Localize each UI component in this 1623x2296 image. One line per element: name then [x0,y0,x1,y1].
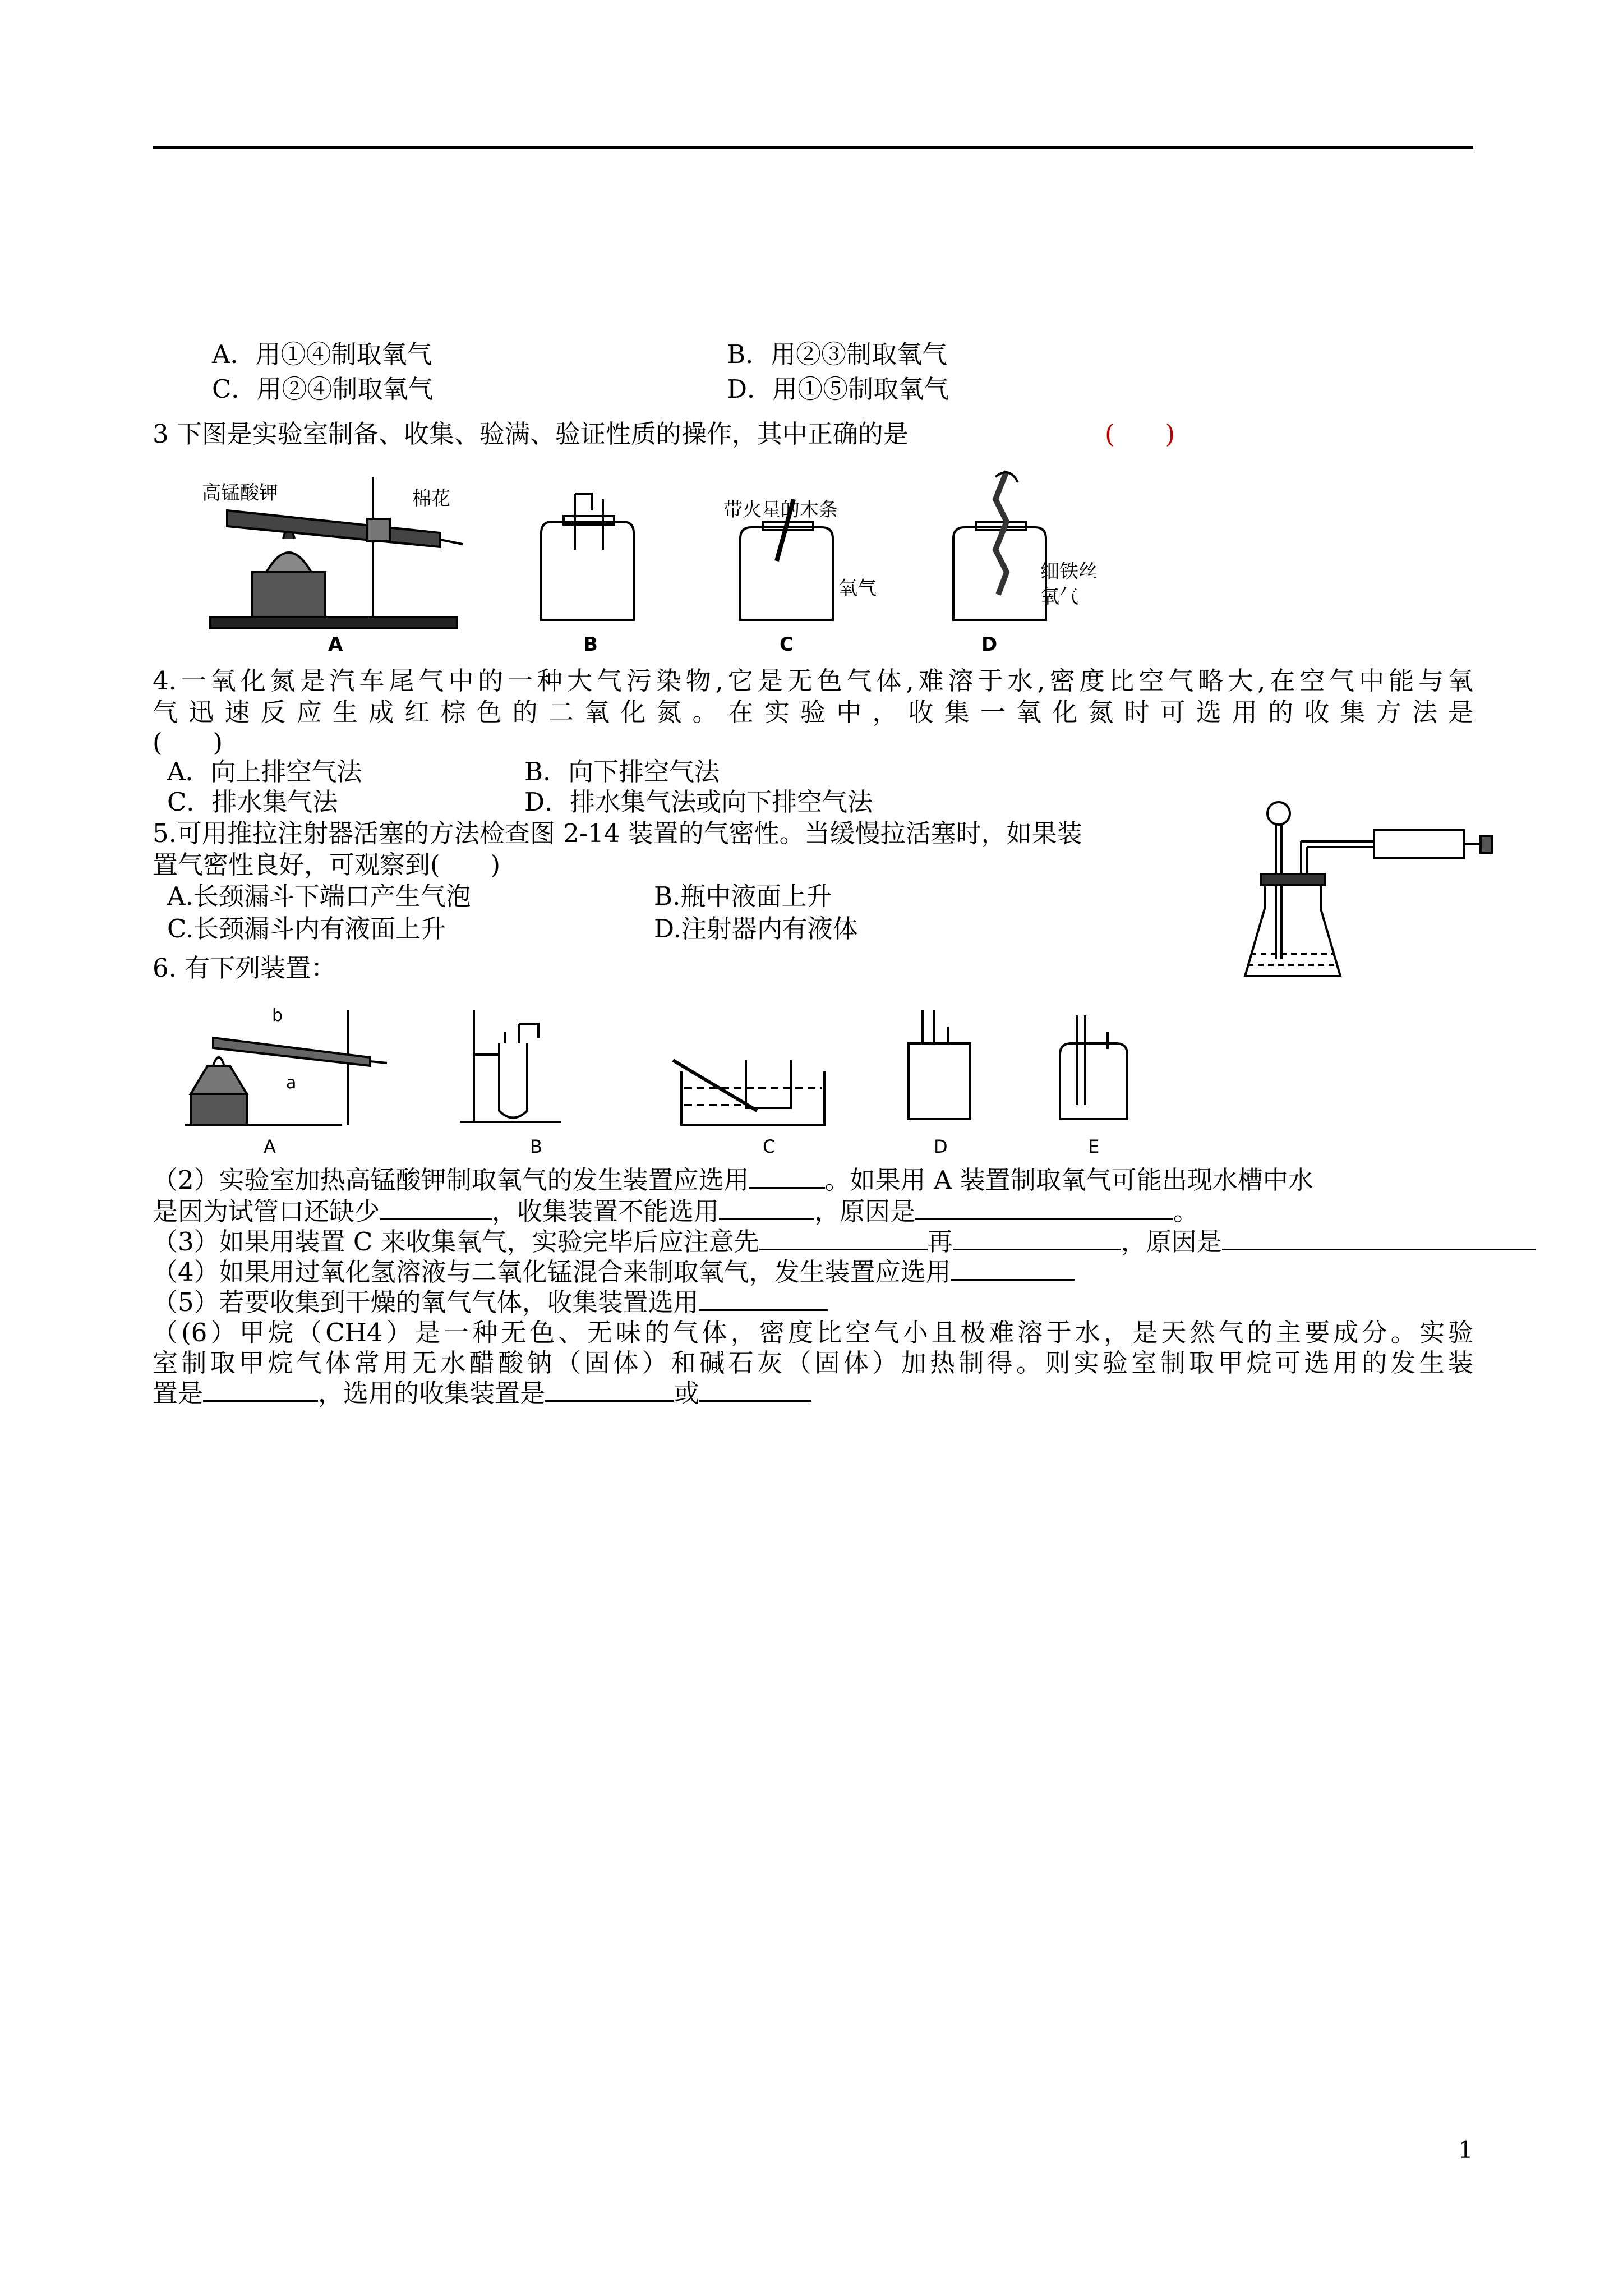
page-number: 1 [1458,2136,1473,2164]
q6-s2-l2-text-3: ，原因是 [814,1197,916,1226]
q6-s6-l3-text-2: ，选用的收集装置是 [318,1378,546,1408]
header-rule [153,146,1473,149]
q6-s4-blank[interactable] [951,1257,1075,1281]
q6-caption-a: A [264,1136,276,1157]
q3-label-iron: 细铁丝 [1040,560,1098,583]
q6-s2-blank-4[interactable] [915,1196,1173,1220]
q4-line-1: 4.一氧化氮是汽车尾气中的一种大气污染物,它是无色气体,难溶于水,密度比空气略大,在空气中能与氧 [153,666,1473,696]
q6-s3-blank-1[interactable] [759,1226,928,1250]
q4-option-b: B．向下排空气法 [524,757,720,786]
q3-figure [199,466,1321,656]
q4-answer-paren: ( ) [153,728,223,757]
q6-s4-text: （4）如果用过氧化氢溶液与二氧化锰混合来制取氧气，发生装置应选用 [153,1257,951,1287]
q2-option-b: B．用②③制取氧气 [727,339,948,369]
q3-caption-c: C [780,633,794,656]
q6-s3-text-2: 再 [927,1227,953,1257]
q6-s3-line [153,1226,1536,1258]
q6-s2-blank-1[interactable] [749,1165,825,1189]
q3-d-iron-wire [995,471,1007,595]
q6-s6-l3-text-3: 或 [674,1378,700,1408]
q3-a-lamp [266,553,311,572]
q6-s3-blank-2[interactable] [953,1226,1121,1250]
q6-s2-text-2: 。如果用 A 装置制取氧气可能出现水槽中水 [824,1165,1313,1195]
q3-caption-b: B [583,633,598,656]
q5-option-c: C.长颈漏斗内有液面上升 [167,914,446,944]
q4-option-c: C．排水集气法 [167,787,338,817]
q6-s2-l2-end: 。 [1173,1197,1199,1226]
q6-s5-line [153,1287,828,1318]
q6-s4-line [153,1257,1075,1288]
q3-label-oxygen-d: 氧气 [1040,586,1078,608]
q6-stem: 6. 有下列装置： [153,953,336,983]
q6-s2-line-1 [153,1165,1313,1196]
q3-label-splint: 带火星的木条 [723,499,838,521]
q6-s6-l3-text-1: 置是 [153,1378,204,1408]
q3-a-tube [227,510,440,547]
q5-option-a: A.长颈漏斗下端口产生气泡 [167,881,471,911]
q6-b-tube [499,1043,527,1118]
q2-option-d: D．用①⑤制取氧气 [727,374,949,404]
q6-caption-e: E [1088,1136,1100,1157]
q2-option-c: C．用②④制取氧气 [212,374,434,404]
q2-option-a: A．用①④制取氧气 [212,339,432,369]
q4-line-2: 气迅速反应生成红棕色的二氧化氮。在实验中，收集一氧化氮时可选用的收集方法是 [153,697,1473,727]
q3-stem: 3 下图是实验室制备、收集、验满、验证性质的操作，其中正确的是 [153,419,909,449]
q5-option-d: D.注射器内有液体 [654,914,858,944]
q3-answer-paren: ( ) [1105,419,1175,449]
q3-caption-d: D [981,633,998,656]
q6-s3-text-1: （3）如果用装置 C 来收集氧气，实验完毕后应注意先 [153,1227,759,1257]
q6-s6-blank-1[interactable] [203,1378,318,1402]
q3-caption-a: A [328,633,343,656]
q3-b-bottle [541,522,634,620]
q3-a-block [252,572,325,617]
q3-label-oxygen-c: 氧气 [838,577,877,600]
q6-caption-c: C [763,1136,776,1157]
q5-line-1: 5.可用推拉注射器活塞的方法检查图 2-14 装置的气密性。当缓慢拉活塞时，如果装 [153,818,1082,848]
q6-figure [179,999,1155,1161]
q6-s6-line-1: （(6）甲烷（CH4）是一种无色、无味的气体，密度比空气小且极难溶于水，是天然气的主要成分。实验 [153,1318,1473,1347]
q3-c-bottle [740,527,833,620]
q6-s2-text-1: （2）实验室加热高锰酸钾制取氧气的发生装置应选用 [153,1165,749,1195]
q6-s2-l2-text-1: 是因为试管口还缺少 [153,1197,380,1226]
q6-s5-text: （5）若要收集到干燥的氧气气体，收集装置选用 [153,1287,699,1317]
q3-label-kmno4: 高锰酸钾 [202,482,278,504]
q4-option-a: A．向上排空气法 [167,757,362,786]
q6-caption-b: B [530,1136,542,1157]
q6-s2-blank-2[interactable] [380,1196,492,1220]
q6-s6-line-3 [153,1378,811,1409]
q6-e-bottle [1060,1043,1127,1119]
q5-line-2: 置气密性良好，可观察到( ) [153,850,501,880]
q4-option-d: D．排水集气法或向下排空气法 [524,787,873,817]
q6-label-a-small: a [286,1073,297,1093]
q6-s5-blank[interactable] [699,1287,828,1311]
q6-s3-blank-3[interactable] [1222,1226,1536,1250]
q6-c-bottle [746,1060,791,1108]
q3-a-base [210,617,457,628]
q5-figure [1234,797,1503,993]
q6-s6-line-2: 室制取甲烷气体常用无水醋酸钠（固体）和碱石灰（固体）加热制得。则实验室制取甲烷可选用的发生装 [153,1348,1473,1378]
q5-option-b: B.瓶中液面上升 [654,881,832,911]
q6-s6-blank-3[interactable] [699,1378,811,1402]
q5-funnel-bulb [1267,802,1290,825]
q6-s2-line-2 [153,1196,1198,1227]
q6-s2-l2-text-2: ，收集装置不能选用 [492,1197,720,1226]
q6-s2-blank-3[interactable] [719,1196,814,1220]
q5-syringe [1374,830,1464,858]
q6-d-bottle [909,1043,970,1119]
q6-s3-text-3: ，原因是 [1121,1227,1222,1257]
q3-label-cotton: 棉花 [412,487,450,510]
q6-s6-blank-2[interactable] [545,1378,674,1402]
q6-caption-d: D [934,1136,948,1157]
q5-flask [1245,881,1340,976]
q6-label-b-small: b [272,1006,283,1025]
